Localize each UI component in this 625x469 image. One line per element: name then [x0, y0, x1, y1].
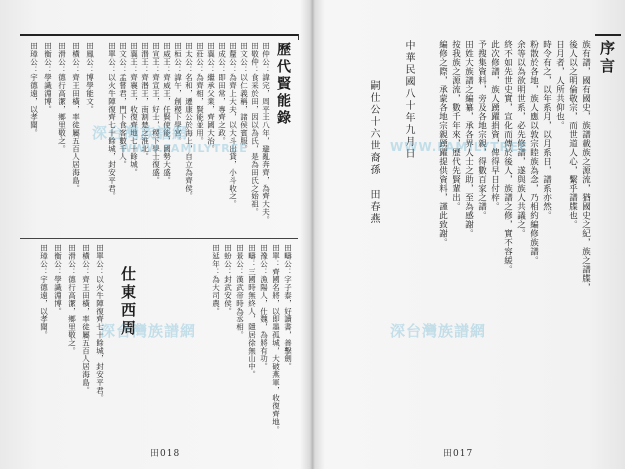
preface-paragraph: 後人以之明倫敬宗，而世道人心，繫乎譜牒也。 [567, 40, 578, 229]
notable-entry: 田襄公：繼承父業，齊國大治。 [206, 42, 216, 153]
page-number-right: 田017 [443, 449, 474, 459]
preface-paragraph: 田姓大族譜之編纂，承各界人士之助，至為感謝。 [463, 40, 474, 238]
notable-entry: 田威王：齊威王，任賢使能，國勢大盛。 [162, 42, 172, 185]
notable-entry: 田疇公：字子泰，好讀書，善擊劍。 [283, 244, 293, 371]
era-heading: 仕東西周 [119, 266, 137, 338]
notable-entry: 田橫公：齊王田橫，率徒屬五百人居海島。 [81, 244, 91, 395]
notable-entry: 田仲公：諱完，周平王八年，避亂奔齊，為齊大夫。 [261, 42, 271, 224]
preface-paragraph: 此次修譜，族人踴躍捐資，俾得早日付梓。 [489, 40, 500, 211]
notable-entry: 田單公：以火牛陣復齊七十餘城，封安平君。 [107, 42, 117, 200]
notables-heading: 歷代賢能錄 [275, 42, 291, 127]
notable-entry: 田襄王：齊襄王，收復齊地七十餘城。 [129, 42, 139, 177]
watermark: 深台灣族譜網 [390, 322, 487, 340]
notable-entry: 田延年：為大司農。 [211, 244, 221, 316]
signature-line: 嗣仕公十六世裔孫 田春燕 [368, 80, 379, 225]
notable-entry: 田疇：三國時無終人，隱居徐無山中。 [247, 244, 257, 379]
preface-paragraph: 余等以為欲明世系，必先修譜，遂與族人共議之。 [515, 40, 526, 238]
notable-entry: 田桓公：諱午，創稷下學宮。 [173, 42, 183, 145]
notable-entry: 田鳳公：博學能文。 [85, 42, 95, 114]
notable-entry: 田滑公：德行高潔，鄉里敬之。 [57, 42, 67, 153]
top-rule [595, 34, 621, 36]
notable-entry: 田成公：即田常，專齊之政。 [217, 42, 227, 145]
notable-entry: 田璋公：宇德遠，以孝聞。 [29, 42, 39, 137]
notable-entry: 田豫公：漁陽人，仕魏，為將有功。 [259, 244, 269, 371]
notable-entry: 田太公：名和，遷康公於海上，自立為齊侯。 [184, 42, 194, 200]
left-page-notables [0, 0, 312, 469]
corner-rule [298, 34, 299, 40]
notable-entry: 田橫公：齊王田橫，率徒屬五百人居海島。 [71, 42, 81, 193]
preface-paragraph: 終不如先世史實，宣化而傳於後人，族譜之修，實不容緩。 [502, 40, 513, 274]
notable-entry: 田莊公：為齊相，賢能並用。 [195, 42, 205, 145]
notable-entry: 田璋公：宇德遠，以孝聞。 [39, 244, 49, 339]
top-rule [20, 34, 298, 36]
notable-entry: 田景公：漢武帝時為丞相。 [235, 244, 245, 339]
date-line: 中華民國八十年九月日 [403, 40, 414, 160]
preface-paragraph: 編修之際，承蒙各地宗親踴躍提供資料，謹此致謝。 [437, 40, 448, 247]
notable-entry: 田蚡公：封武安侯。 [223, 244, 233, 316]
notable-entry: 田單公：以火牛陣復齊七十餘城，封安平君。 [95, 244, 105, 402]
section-divider [20, 238, 298, 239]
watermark: WWW.FAMILYTREE [390, 140, 529, 154]
preface-paragraph: 時令有之，以年系月，以月系日，譜系亦然。 [541, 40, 552, 220]
notable-entry: 田文公：孟嘗君，門下食客數千人。 [118, 42, 128, 169]
notable-entry: 田文公：以仁義稱，諸侯賓服。 [239, 42, 249, 153]
watermark: 深台灣族譜網 [92, 124, 189, 142]
preface-paragraph: 予搜集資料，旁及各地宗親，得數百家之譜。 [476, 40, 487, 220]
notable-entry: 田宣王：齊宣王，好士，稷下學士復盛。 [151, 42, 161, 185]
notable-entry: 田衡公：學識淵博。 [53, 244, 63, 316]
preface-heading: 序言 [598, 40, 616, 76]
notable-entry: 田釐公：為齊上大夫，以大斗出貸，小斗收之。 [228, 42, 238, 208]
page-number-left: 田018 [150, 449, 181, 459]
right-page-preface [313, 0, 625, 469]
watermark: WWW.FAMILYTREE [120, 142, 248, 155]
preface-paragraph: 族有譜，國有國史，族譜載族之源流，猶國史之紀，族之譜牒， [580, 40, 591, 292]
watermark: 深台灣族譜網 [100, 322, 197, 340]
notable-entry: 田衡公：學識淵博。 [43, 42, 53, 114]
preface-paragraph: 日月者，人所共仰也。 [554, 40, 565, 130]
notable-entry: 田滑公：德行高潔，鄉里敬之。 [67, 244, 77, 355]
notable-entry: 田湣王：齊湣王，南割楚之淮北。 [140, 42, 150, 161]
preface-paragraph: 按我族之源流，數千年來，歷代先賢輩出。 [450, 40, 461, 211]
preface-paragraph: 粉散於各地，族人應以敦宗睦族為念，乃相約編修族譜。 [528, 40, 539, 265]
notable-entry: 田單：齊國名將，以即墨孤城，大破燕軍，收復齊地。 [271, 244, 281, 434]
notable-entry: 田敬仲：食采於田，因以為氏，是為田氏之始祖。 [250, 42, 260, 216]
